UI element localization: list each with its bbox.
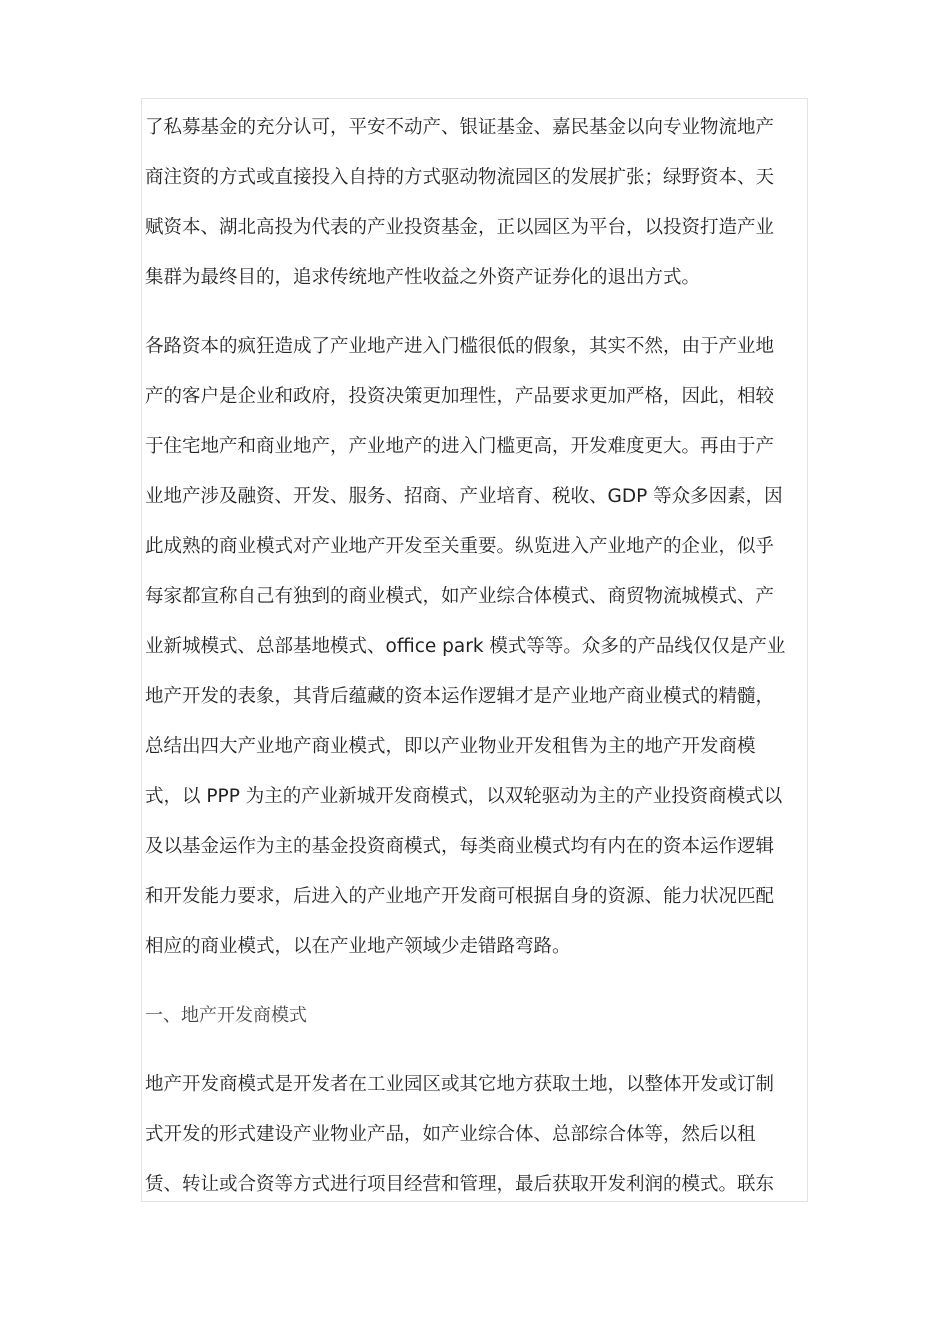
text-line: 式开发的形式建设产业物业产品，如产业综合体、总部综合体等，然后以租 xyxy=(145,1124,756,1145)
text-line: 及以基金运作为主的基金投资商模式，每类商业模式均有内在的资本运作逻辑 xyxy=(145,836,775,857)
text-line: 地产开发商模式是开发者在工业园区或其它地方获取土地，以整体开发或订制 xyxy=(145,1074,775,1095)
paragraph xyxy=(145,1060,805,1202)
text-line: 赋资本、湖北高投为代表的产业投资基金，正以园区为平台，以投资打造产业 xyxy=(145,217,775,238)
text-line: 业地产涉及融资、开发、服务、招商、产业培育、税收、GDP 等众多因素，因 xyxy=(145,486,783,507)
page-frame xyxy=(141,98,808,1202)
document-body xyxy=(145,103,805,1202)
text-line: 集群为最终目的，追求传统地产性收益之外资产证券化的退出方式。 xyxy=(145,267,701,288)
text-line: 了私募基金的充分认可，平安不动产、银证基金、嘉民基金以向专业物流地产 xyxy=(145,117,775,138)
text-line: 和开发能力要求，后进入的产业地产开发商可根据自身的资源、能力状况匹配 xyxy=(145,886,775,907)
text-line: 此成熟的商业模式对产业地产开发至关重要。纵览进入产业地产的企业，似乎 xyxy=(145,536,775,557)
text-line: 式，以 PPP 为主的产业新城开发商模式，以双轮驱动为主的产业投资商模式以 xyxy=(145,786,783,807)
text-line: 总结出四大产业地产商业模式，即以产业物业开发租售为主的地产开发商模 xyxy=(145,736,756,757)
text-line: 于住宅地产和商业地产，产业地产的进入门槛更高，开发难度更大。再由于产 xyxy=(145,436,775,457)
text-line: 地产开发的表象，其背后蕴藏的资本运作逻辑才是产业地产商业模式的精髓， xyxy=(145,686,775,707)
section-heading xyxy=(145,991,805,1041)
text-line: 业新城模式、总部基地模式、office park 模式等等。众多的产品线仅仅是产业 xyxy=(145,636,786,657)
text-line: 产的客户是企业和政府，投资决策更加理性，产品要求更加严格，因此，相较 xyxy=(145,386,775,407)
text-line: 商注资的方式或直接投入自持的方式驱动物流园区的发展扩张；绿野资本、天 xyxy=(145,167,775,188)
text-line: 各路资本的疯狂造成了产业地产进入门槛很低的假象，其实不然，由于产业地 xyxy=(145,336,775,357)
heading-text: 一、地产开发商模式 xyxy=(145,1005,307,1026)
text-line: 赁、转让或合资等方式进行项目经营和管理，最后获取开发利润的模式。联东 xyxy=(145,1174,775,1195)
text-line: 每家都宣称自己有独到的商业模式，如产业综合体模式、商贸物流城模式、产 xyxy=(145,586,775,607)
text-line: 相应的商业模式，以在产业地产领域少走错路弯路。 xyxy=(145,936,571,957)
paragraph xyxy=(145,103,805,303)
paragraph xyxy=(145,322,805,972)
